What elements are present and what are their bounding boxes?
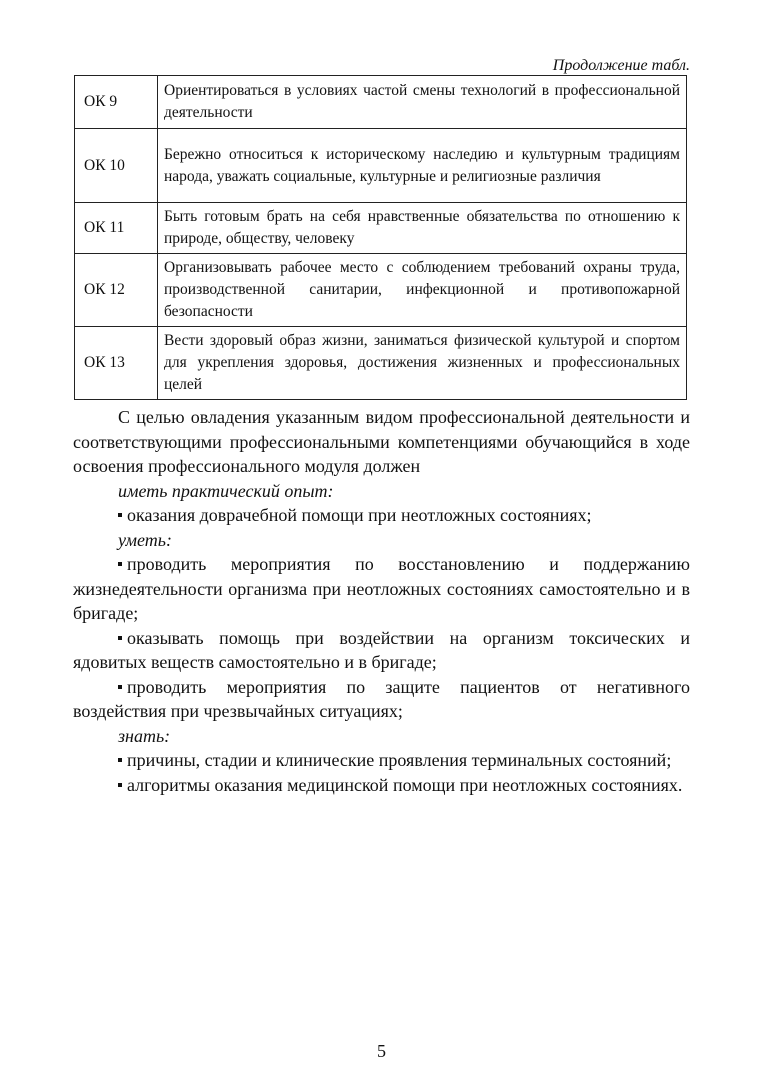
competence-description: Быть готовым брать на себя нравственные обязательства по отношению к природе, обществу, человеку [158,203,687,254]
knowledge-label: знать: [118,725,171,746]
bullet-icon [118,685,122,689]
module-requirements [73,405,690,797]
competence-code: ОК 13 [75,327,158,400]
list-item [73,626,690,675]
table-row [75,203,687,254]
competence-code: ОК 12 [75,254,158,327]
list-item [73,552,690,626]
bullet-icon [118,758,122,762]
competence-description: Вести здоровый образ жизни, заниматься физической культурой и спортом для укрепления здоровья, достижения жизненных и профессиональных целей [158,327,687,400]
bullet-icon [118,562,122,566]
page-number: 5 [377,1041,386,1061]
list-item [73,773,690,798]
competence-description: Организовывать рабочее место с соблюдением требований охраны труда, производственной санитарии, инфекционной и противопожарной безопасности [158,254,687,327]
list-item-text: проводить мероприятия по восстановлению и поддержанию жизнедеятельности организма при неотложных состояниях самостоятельно и в бригаде; [73,554,690,623]
competences-table [74,75,687,400]
table-row [75,327,687,400]
competence-description: Бережно относиться к историческому наследию и культурным традициям народа, уважать социальные, культурные и религиозные различия [158,129,687,203]
bullet-icon [118,636,122,640]
experience-label: иметь практический опыт: [118,480,334,501]
list-item-text: причины, стадии и клинические проявления терминальных состояний; [127,750,672,770]
competence-code: ОК 10 [75,129,158,203]
skills-label: уметь: [118,529,172,550]
competence-description: Ориентироваться в условиях частой смены технологий в профессиональной деятельности [158,76,687,129]
bullet-icon [118,513,122,517]
competence-code: ОК 9 [75,76,158,129]
list-item-text: оказания доврачебной помощи при неотложных состояниях; [127,505,592,525]
list-item-text: оказывать помощь при воздействии на организм токсических и ядовитых веществ самостоятельно и в бригаде; [73,627,690,672]
list-item [73,675,690,724]
list-item [73,503,690,528]
table-continuation-label: Продолжение табл. [552,57,690,74]
table-row [75,254,687,327]
intro-paragraph: С целью овладения указанным видом профессиональной деятельности и соответствующими профессиональными компетенциями обучающийся в ходе освоения профессионального модуля должен [73,407,690,476]
bullet-icon [118,783,122,787]
list-item-text: алгоритмы оказания медицинской помощи при неотложных состояниях. [127,774,683,795]
table-row [75,76,687,129]
list-item-text: проводить мероприятия по защите пациентов от негативного воздействия при чрезвычайных ситуациях; [73,676,690,721]
competence-code: ОК 11 [75,203,158,254]
list-item [73,748,690,773]
table-row [75,129,687,203]
